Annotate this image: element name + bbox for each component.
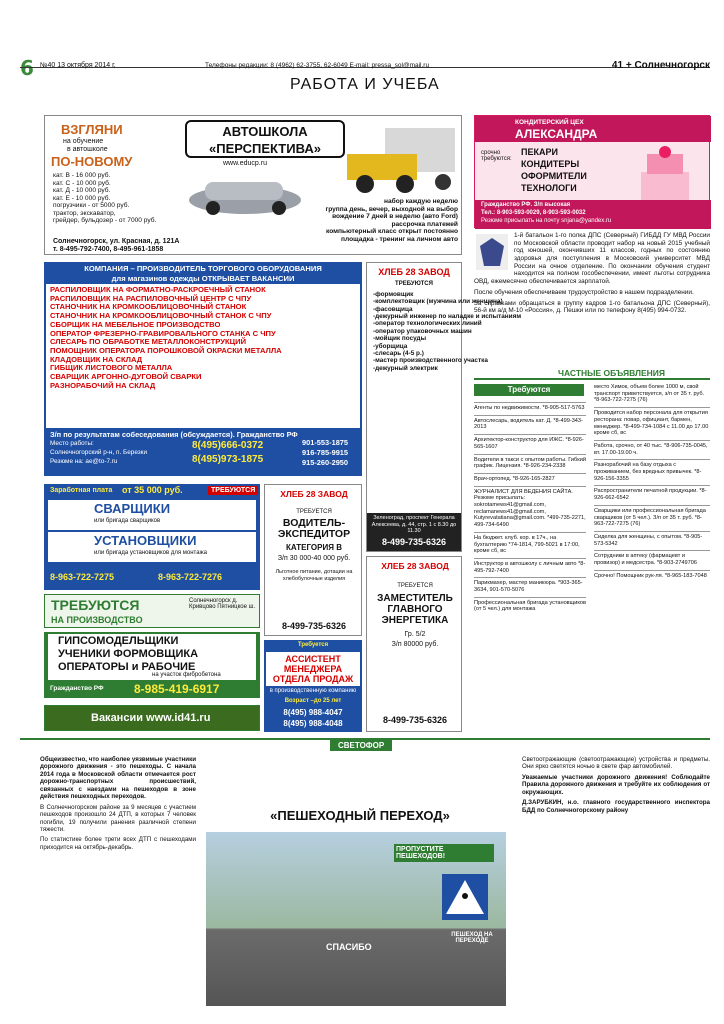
category-loaders: погрузчики - от 5000 руб.: [53, 202, 130, 210]
job-8: ПОМОЩНИК ОПЕРАТОРА ПОРОШКОВОЙ ОКРАСКИ МЕТАЛЛА: [50, 346, 282, 356]
machinery-image: [345, 120, 461, 198]
bakery-jobs: [373, 291, 521, 372]
svetofor-c2: По статистике более трети всех ДТП с пешеходами приходится на октябрь-декабрь.: [40, 836, 196, 851]
autoschool-ad: [44, 115, 462, 255]
bakery-brand: ХЛЕБ 28 ЗАВОД: [378, 267, 450, 277]
classified-right-6: Сварщики или профессиональная бригада сварщиков (от 5 чел.). З/п от 35 т. руб. *8-963-722-7275 (76): [594, 505, 710, 528]
feature-2: группа день, вечер, выходной на выбор: [325, 205, 458, 213]
id41-text: Вакансии www.id41.ru: [91, 712, 211, 724]
welders-box-1: [48, 500, 256, 530]
classified-right-9: Срочно! Помощник рук-ля. *8-965-183-7048: [594, 570, 710, 580]
feature-3: вождение 7 дней в неделю (авто Ford): [332, 213, 458, 221]
header-contacts: Телефоны редакции: 8 (4962) 62-3755, 62-6049 E-mail: pressa_sol@mail.ru: [205, 62, 430, 69]
assistant-need: Требуется: [297, 642, 329, 648]
confectionery-name: АЛЕКСАНДРА: [515, 127, 598, 141]
welders-salary-label: Заработная плата: [50, 487, 113, 494]
classifieds-right-column: [594, 384, 710, 730]
gips-ad: [44, 632, 260, 698]
category-c: кат. С - 10 000 руб.: [53, 179, 111, 187]
gips-phone: 8-985-419-6917: [134, 682, 220, 696]
autoschool-site[interactable]: www.educp.ru: [223, 160, 267, 167]
sign-2-text: ПЕШЕХОД НА ПЕРЕХОДЕ: [451, 932, 493, 944]
assistant-ad: [264, 640, 362, 732]
classified-left-8: Инструктор в автошколу с личным авто *8-495-792-7400: [474, 558, 586, 574]
job-5: СБОРЩИК НА МЕБЕЛЬНОЕ ПРОИЗВОДСТВО: [50, 319, 221, 329]
gips-citizen: Гражданство РФ: [50, 685, 104, 692]
autoschool-address: Солнечногорск, ул. Красная, д. 121А: [53, 238, 180, 245]
section-title: РАБОТА И УЧЕБА: [290, 76, 440, 93]
category-grader: грейдер, бульдозер - от 7000 руб.: [53, 217, 157, 225]
police-paragraph-2: После обучения обеспечиваем трудоустройство в нашем подразделении.: [474, 288, 694, 296]
brand-name: 41 + Солнечногорск: [611, 60, 710, 71]
welders-need: ТРЕБУЮТСЯ: [208, 486, 258, 495]
driver-phone: 8-499-735-6326: [281, 621, 347, 631]
classified-left-6: ЖУРНАЛИСТ ДЛЯ ВЕДЕНИЯ САЙТА. Резюме присылать: sokrotamews41@gmail.com, reclamanews41@gmail.com, Kutyrevatatiana@gmail.com. *499-735-2271, 499-734-6490: [474, 486, 586, 529]
gips-job-3-sub: на участок фибробетона: [152, 672, 221, 678]
category-e: кат. Е - 10 000 руб.: [53, 194, 111, 202]
crossing-photo: [206, 832, 506, 1006]
bakery-job-7: -мойщик посуды: [373, 335, 427, 343]
issue-date: №40 13 октября 2014 г.: [40, 62, 116, 69]
classifieds-title: ЧАСТНЫЕ ОБЪЯВЛЕНИЯ: [558, 368, 666, 378]
job-3: СТАНОЧНИК НА КРОМКООБЛИЦОВОЧНЫЙ СТАНОК: [50, 302, 247, 312]
page-number: 6: [20, 56, 34, 80]
slogan-4: ПО-НОВОМУ: [51, 154, 133, 169]
feature-6: площадка - тренинг на личном авто: [341, 235, 458, 243]
energy-phone: 8-499-735-6326: [382, 715, 448, 725]
assistant-sub: в производственную компанию: [269, 688, 357, 694]
confectionery-head: КОНДИТЕРСКИЙ ЦЕХ: [515, 119, 584, 126]
feature-1: набор каждую неделю: [384, 198, 458, 205]
driver-brand: ХЛЕБ 28 ЗАВОД: [280, 489, 348, 499]
equipment-title: КОМПАНИЯ – ПРОИЗВОДИТЕЛЬ ТОРГОВОГО ОБОРУДОВАНИЯ: [84, 264, 322, 273]
classified-right-8: Сотрудники в аптеку (фармацевт и провизор) и медсестра. *8-903-2749706: [594, 550, 710, 566]
classified-right-4: Разнорабочий на базу отдыха с проживанием, без вредных привычек. *8-926-156-3355: [594, 459, 710, 482]
phone-1: 8(495)666-0372: [192, 440, 264, 451]
welders-subtitle: или бригада сварщиков: [94, 518, 161, 524]
classified-left-1: Агенты по недвижимости. *8-905-517-5763: [474, 402, 586, 412]
job-7: СЛЕСАРЬ ПО ОБРАБОТКЕ МЕТАЛЛОКОНСТРУКЦИЙ: [50, 337, 247, 347]
job-9: КЛАДОВЩИК НА СКЛАД: [50, 354, 143, 364]
energy-need: ТРЕБУЕТСЯ: [397, 583, 433, 589]
phone-5: 915-260-2950: [302, 458, 349, 467]
job-10: ГИБЩИК ЛИСТОВОГО МЕТАЛЛА: [50, 363, 173, 373]
svetofor-author: Д.ЗАРУБКИН, н.о. главного государственного инспектора БДД по Солнечногорскому району: [522, 799, 710, 814]
autoschool-features: [300, 198, 458, 243]
bakery-job-4: -дежурный инженер по наладке и испытаниям: [373, 313, 522, 321]
classified-left-3: Архитектор-конструктор для ИЖС. *8-926-565-1607: [474, 434, 586, 450]
svetofor-c1: В Солнечногорском районе за 9 месяцев с участием пешеходов произошло 24 ДТП, в которых 7 человек погибли, 19 получили ранения различной степени тяжести.: [40, 803, 196, 833]
bakery-job-6: -оператор упаковочных машин: [373, 327, 472, 335]
police-paragraph-3: За справками обращаться в группу кадров 1-го батальона ДПС (Северный), 56-й км а/д М-10 «Россия», д. Пешки или по телефону 8(495) 994-0732.: [474, 299, 710, 315]
id41-banner[interactable]: [44, 705, 260, 731]
gips-job-1: ГИПСОМОДЕЛЬЩИКИ: [58, 635, 179, 647]
classified-right-3: Работа, срочно, от 40 тыс. *8-906-735-0045, вт. 17.00-19.00 ч.: [594, 440, 710, 456]
bakery-job-1: -формовщик: [373, 291, 414, 298]
gips-job-2: УЧЕНИКИ ФОРМОВЩИКА: [58, 648, 199, 660]
energy-brand: ХЛЕБ 28 ЗАВОД: [381, 561, 449, 571]
phone-3: 901-553-1875: [302, 438, 349, 447]
phone-4: 916-785-9915: [302, 448, 349, 457]
energy-salary: З/п 80000 руб.: [391, 641, 439, 648]
svetofor-bar: [20, 738, 710, 750]
bakery-job-11: -дежурный электрик: [373, 364, 438, 372]
police-paragraph-1: 1-й батальон 1-го полка ДПС (Северный) ГИБДД ГУ МВД России по Московской области проводит набор на новый 2015 учебный год юношей, окончивших 11 классов, годных по состоянию здоровья для поступления в Московский университет МВД России на очное отделение. По окончании обучения студент находится на полном гособеспечении, имеет льготы сотрудника ОВД, ежемесячно обеспечивается зарплатой.: [474, 232, 710, 286]
bakery-job-10: -мастер производственного участка: [373, 357, 488, 365]
krivtsovo-place: Солнечногорск д. Кривцово Пятницкое ш.: [189, 598, 256, 610]
krivtsovo-where: НА ПРОИЗВОДСТВО: [51, 615, 143, 625]
job-4: СТАНОЧНИК НА КРОМКООБЛИЦОВОЧНЫЙ СТАНОК С ЧПУ: [50, 311, 272, 321]
driver-title: ВОДИТЕЛЬ-ЭКСПЕДИТОР: [277, 517, 351, 540]
sign-text: ПРОПУСТИТЕ ПЕШЕХОДОВ!: [394, 844, 494, 862]
krivtsovo-need: ТРЕБУЮТСЯ: [51, 597, 140, 613]
bakery-address: Зеленоград, проспект Генерала Алексеева, д. 44, стр. 1 с 8.30 до 11.30: [371, 515, 457, 535]
driver-salary: З/п 30 000-40 000 руб.: [277, 555, 351, 562]
welders-phone-2: 8-963-722-7276: [158, 572, 223, 582]
confectionery-ad: [474, 115, 710, 228]
category-d: кат. Д - 10 000 руб.: [53, 187, 111, 195]
place-label: Место работы:: [50, 440, 94, 447]
krivtsovo-ad: [44, 594, 260, 628]
place: Солнечногорский р-н, п. Березки: [50, 449, 148, 456]
resume-email[interactable]: Резюме на: ae@to-7.ru: [50, 458, 118, 465]
confectionery-urgent: срочно требуются:: [481, 150, 512, 162]
svetofor-column-1: [40, 756, 196, 996]
driver-ad: [264, 484, 362, 636]
equipment-salary: З/п по результатам собеседования (обсуждается). Гражданство РФ: [50, 430, 298, 439]
svetofor-c3: Светоотражающие (светоотражающие) устройства и предметы. Они ярко светятся ночью в свете фар автомобилей.: [522, 756, 710, 771]
slogan-1: ВЗГЛЯНИ: [61, 122, 123, 137]
welders-title: СВАРЩИКИ: [94, 501, 171, 516]
confectionery-req: Гражданство РФ. З/п высокая: [481, 202, 571, 208]
classified-left-10: Профессиональная бригада установщиков (от 5 чел.) для монтажа: [474, 597, 586, 613]
classified-left-2: Автослесарь, водитель кат. Д. *8-499-343-2013: [474, 415, 586, 431]
pedestrian-sign-icon: [440, 872, 490, 922]
bakery-contacts: [367, 513, 461, 551]
bakery-job-2: -комплектовщик (мужчина или женщина): [373, 298, 503, 306]
classified-right-5: Распространители печатной продукции. *8-926-662-6542: [594, 485, 710, 501]
car-image: [185, 168, 305, 216]
svetofor-title: «ПЕШЕХОДНЫЙ ПЕРЕХОД»: [270, 808, 450, 823]
slogan-2: на обучение: [63, 138, 104, 145]
assistant-phone-1: 8(495) 988-4047: [283, 708, 343, 717]
driver-note: Льготное питание, дотации на хлебобулочные изделия: [275, 569, 353, 582]
bakery-job-5: -оператор технологических линий: [373, 320, 482, 328]
equipment-company-ad: [44, 262, 362, 476]
driver-need: ТРЕБУЕТСЯ: [296, 509, 332, 515]
welders-salary: от 35 000 руб.: [122, 485, 183, 495]
classified-right-7: Сиделка для женщины, с опытом. *8-905-573-5342: [594, 531, 710, 547]
autoschool-categories: [53, 172, 156, 225]
road-text: СПАСИБО: [326, 942, 372, 952]
bakery-phone: 8-499-735-6326: [381, 536, 447, 547]
classifieds-header: [474, 366, 710, 380]
feature-5: компьютерный класс открыт постоянно: [326, 228, 458, 236]
svetofor-c4: Уважаемые участники дорожного движения! Соблюдайте Правила дорожного движения и требуйте их соблюдения от окружающих.: [522, 773, 710, 796]
job-6: ОПЕРАТОР ФРЕЗЕРНО-ГРАВИРОВАЛЬНОГО СТАНКА С ЧПУ: [50, 328, 276, 338]
installers-title: УСТАНОВЩИКИ: [94, 533, 197, 548]
classified-left-7: На бюджет. клуб. кор. в 17ч., на бухгалтерию *74-1814, 799-5021 в 17:00, кроме сб, вс: [474, 532, 586, 555]
driver-category: КАТЕГОРИЯ В: [286, 543, 342, 552]
job-2: РАСПИЛОВЩИК НА РАСПИЛОВОЧНЫЙ ЦЕНТР С ЧПУ: [50, 293, 252, 303]
gips-job-3: ОПЕРАТОРЫ и РАБОЧИЕ: [58, 661, 196, 673]
assistant-phone-2: 8(495) 988-4048: [283, 719, 343, 728]
gips-jobs: [48, 634, 256, 680]
classified-right-1: место Химок, объем более 1000 м, свой транспорт приветствуется, з/п от 35 т. руб. *8-963-722-7275 (76): [594, 384, 705, 404]
equipment-subtitle: для магазинов одежды ОТКРЫВАЕТ ВАКАНСИИ: [111, 274, 295, 283]
cake-image: [625, 144, 705, 204]
confectionery-roles: ПЕКАРИ КОНДИТЕРЫ ОФОРМИТЕЛИ ТЕХНОЛОГИ: [521, 147, 587, 193]
assistant-age: Возраст –до 25 лет: [284, 698, 342, 704]
equipment-contacts: [46, 428, 360, 474]
feature-4: рассрочка платежей: [391, 220, 458, 228]
job-1: РАСПИЛОВЩИК НА ФОРМАТНО-РАСКРОЕЧНЫЙ СТАНОК: [50, 285, 266, 294]
classified-left-9: Парикмахер, мастер маникюра. *903-365-3634, 901-570-5076: [474, 577, 586, 593]
autoschool-phones: т. 8-495-792-7400, 8-495-961-1858: [53, 246, 164, 253]
welders-ad: [44, 484, 260, 590]
svetofor-intro: Общеизвестно, что наиболее уязвимые участники дорожного движения - это пешеходы. С начала 2014 года в Московской области отмечается рост дорожно-транспортных происшествий, связанных с наездами на пешеходов в зоне действия пешеходных переходов.: [40, 756, 196, 801]
classifieds-need: Требуются: [474, 384, 584, 396]
welders-box-2: [48, 532, 256, 562]
category-tractor: трактор, экскаватор,: [53, 209, 116, 217]
bakery-job-8: -уборщица: [373, 342, 408, 350]
welders-phone-1: 8-963-722-7275: [50, 572, 115, 582]
equipment-jobs: [50, 286, 282, 391]
job-11: СВАРЩИК АРГОННО-ДУГОВОЙ СВАРКИ: [50, 372, 202, 382]
autoschool-title: АВТОШКОЛА «ПЕРСПЕКТИВА»: [185, 120, 345, 158]
bakery-job-9: -слесарь (4-5 р.): [373, 349, 424, 357]
confectionery-phones: Тел.: 8-903-593-0029, 8-903-593-0032: [481, 210, 586, 216]
bakery-job-3: -фасовщица: [373, 305, 413, 313]
energy-grade: Гр. 5/2: [404, 631, 426, 638]
equipment-title-bar: [46, 264, 360, 284]
svetofor-tag: СВЕТОФОР: [330, 740, 392, 751]
category-b: кат. В - 16 000 руб.: [53, 172, 111, 179]
classified-right-2: Проводится набор персонала для открытия ресторана: повар, официант, бармен, менеджер. *8-499-734-1084 с 11.00 до 17.00 кроме сб, вс: [594, 407, 710, 437]
job-12: РАЗНОРАБОЧИЙ НА СКЛАД: [50, 380, 156, 390]
slogan-3: в автошколе: [67, 146, 108, 153]
phone-2: 8(495)973-1875: [192, 454, 264, 465]
classified-left-5: Врач-ортопед. *8-926-165-2827: [474, 473, 586, 483]
police-emblem: [474, 232, 510, 272]
classifieds-left-column: [474, 400, 586, 730]
bakery-needs: ТРЕБУЮТСЯ: [395, 281, 433, 287]
classified-left-4: Водители в такси с опытом работы. Гибкий график. Лицензия. *8-926-234-2338: [474, 454, 586, 470]
confectionery-email: Резюме присылать на почту snjana@yandex.ru: [481, 218, 612, 224]
energy-title: ЗАМЕСТИТЕЛЬ ГЛАВНОГО ЭНЕРГЕТИКА: [377, 593, 453, 626]
assistant-title: АССИСТЕНТ МЕНЕДЖЕРА ОТДЕЛА ПРОДАЖ: [266, 652, 360, 686]
svetofor-column-3: [522, 756, 710, 996]
installers-subtitle: или бригада установщиков для монтажа: [94, 550, 207, 556]
energy-ad: [366, 556, 462, 732]
